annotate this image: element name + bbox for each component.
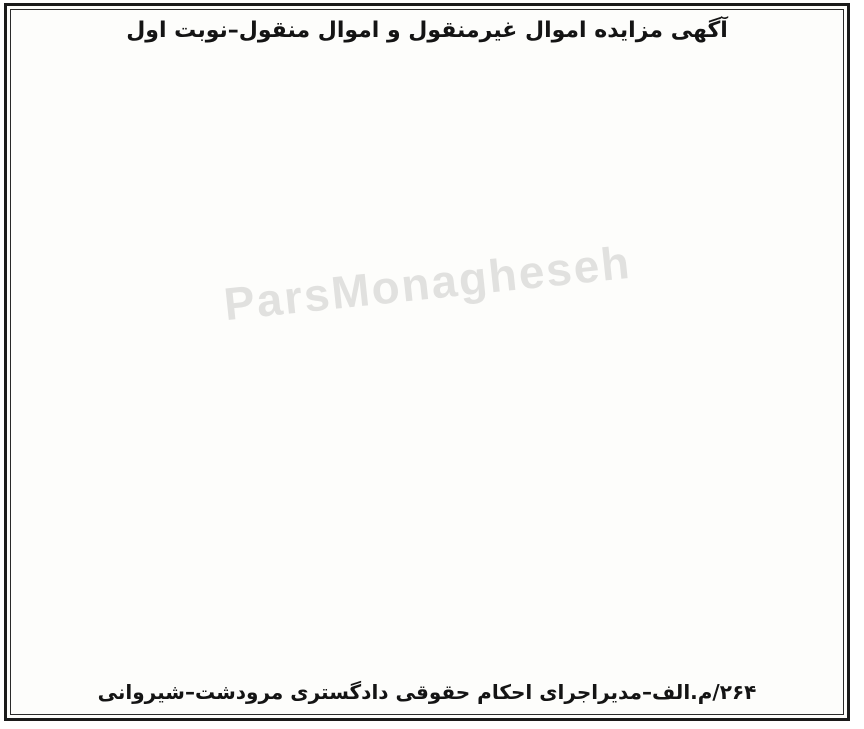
watermark-text: ParsMonagheseh xyxy=(220,235,634,331)
notice-signature: ۲۶۴/م.الف–مدیراجرای احکام حقوقی دادگستری مرودشت–شیروانی xyxy=(97,680,757,704)
notice-body xyxy=(23,50,831,610)
notice-frame xyxy=(4,3,850,721)
notice-headline: آگهی مزایده اموال غیرمنقول و اموال منقول–نوبت اول xyxy=(126,18,728,43)
